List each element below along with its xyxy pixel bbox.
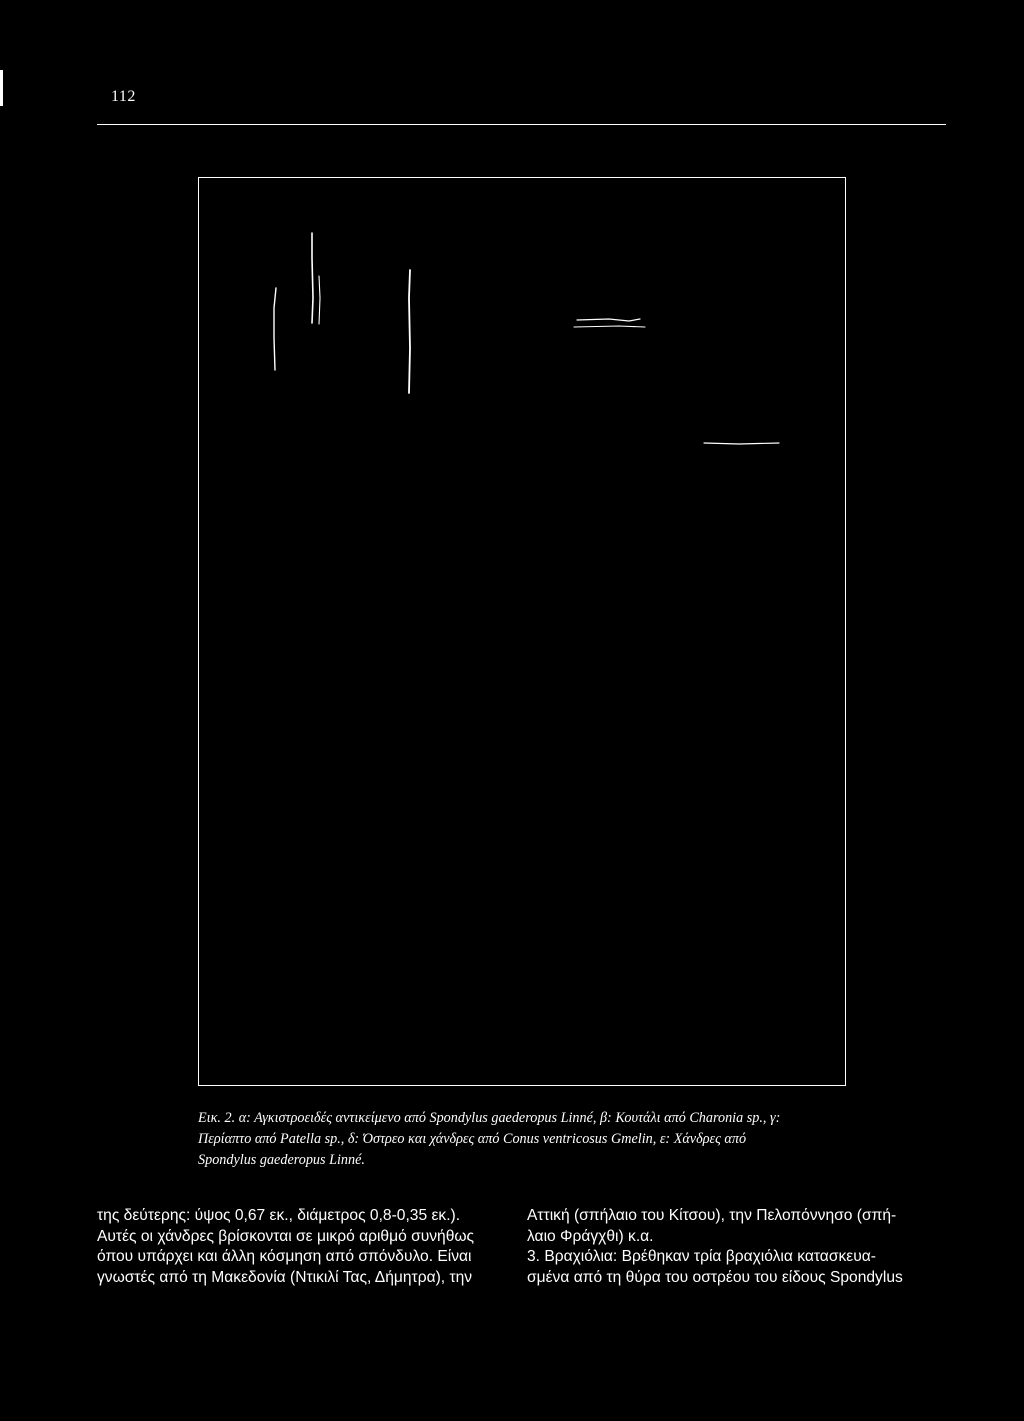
body-column-right <box>527 1206 947 1288</box>
body-line: σμένα από τη θύρα του οστρέου του είδους Spondylus <box>527 1268 903 1286</box>
body-line: λαιο Φράγχθι) κ.α. <box>527 1227 654 1245</box>
header-rule <box>97 124 946 125</box>
figure-frame <box>198 177 846 1086</box>
artifact-hook-stroke <box>274 288 276 370</box>
body-line: όπου υπάρχει και άλλη κόσμηση από σπόνδυλο. Είναι <box>97 1248 472 1265</box>
body-line: Αττική (σπήλαιο του Κίτσου), την Πελοπόννησο (σπή- <box>527 1207 897 1224</box>
body-line: 3. Βραχιόλια: Βρέθηκαν τρία βραχιόλια κατασκευα- <box>527 1248 876 1265</box>
artifact-shell-stroke <box>577 319 640 321</box>
artifact-hook-stroke <box>319 276 320 324</box>
body-line: της δεύτερης: ύψος 0,67 εκ., διάμετρος 0,8-0,35 εκ.). <box>97 1207 461 1224</box>
artifact-spoon-stroke <box>409 270 410 393</box>
body-line: Αυτές οι χάνδρες βρίσκονται σε μικρό αριθμό συνήθως <box>97 1227 475 1245</box>
caption-line-text: α: Αγκιστροειδές αντικείμενο από Spondylus gaederopus Linné, β: Κουτάλι από Charonia sp., γ: <box>238 1110 781 1126</box>
page-edge-mark <box>0 70 3 106</box>
caption-line: Spondylus gaederopus Linné. <box>198 1152 365 1168</box>
body-line: γνωστές από τη Μακεδονία (Ντικιλί Τας, Δήμητρα), την <box>97 1268 473 1286</box>
artifact-hook-stroke <box>312 233 313 323</box>
body-column-left <box>97 1206 515 1288</box>
figure-label: Εικ. 2. <box>198 1110 236 1126</box>
figure-image <box>199 178 845 1085</box>
figure-caption <box>198 1108 848 1171</box>
artifact-beads-stroke <box>704 443 779 444</box>
caption-line <box>198 1108 848 1129</box>
page-number: 112 <box>111 88 136 105</box>
caption-line: Περίαπτο από Patella sp., δ: Όστρεο και χάνδρες από Conus ventricosus Gmelin, ε: Χάνδρες από <box>198 1131 747 1147</box>
artifact-shell-stroke <box>574 326 645 327</box>
